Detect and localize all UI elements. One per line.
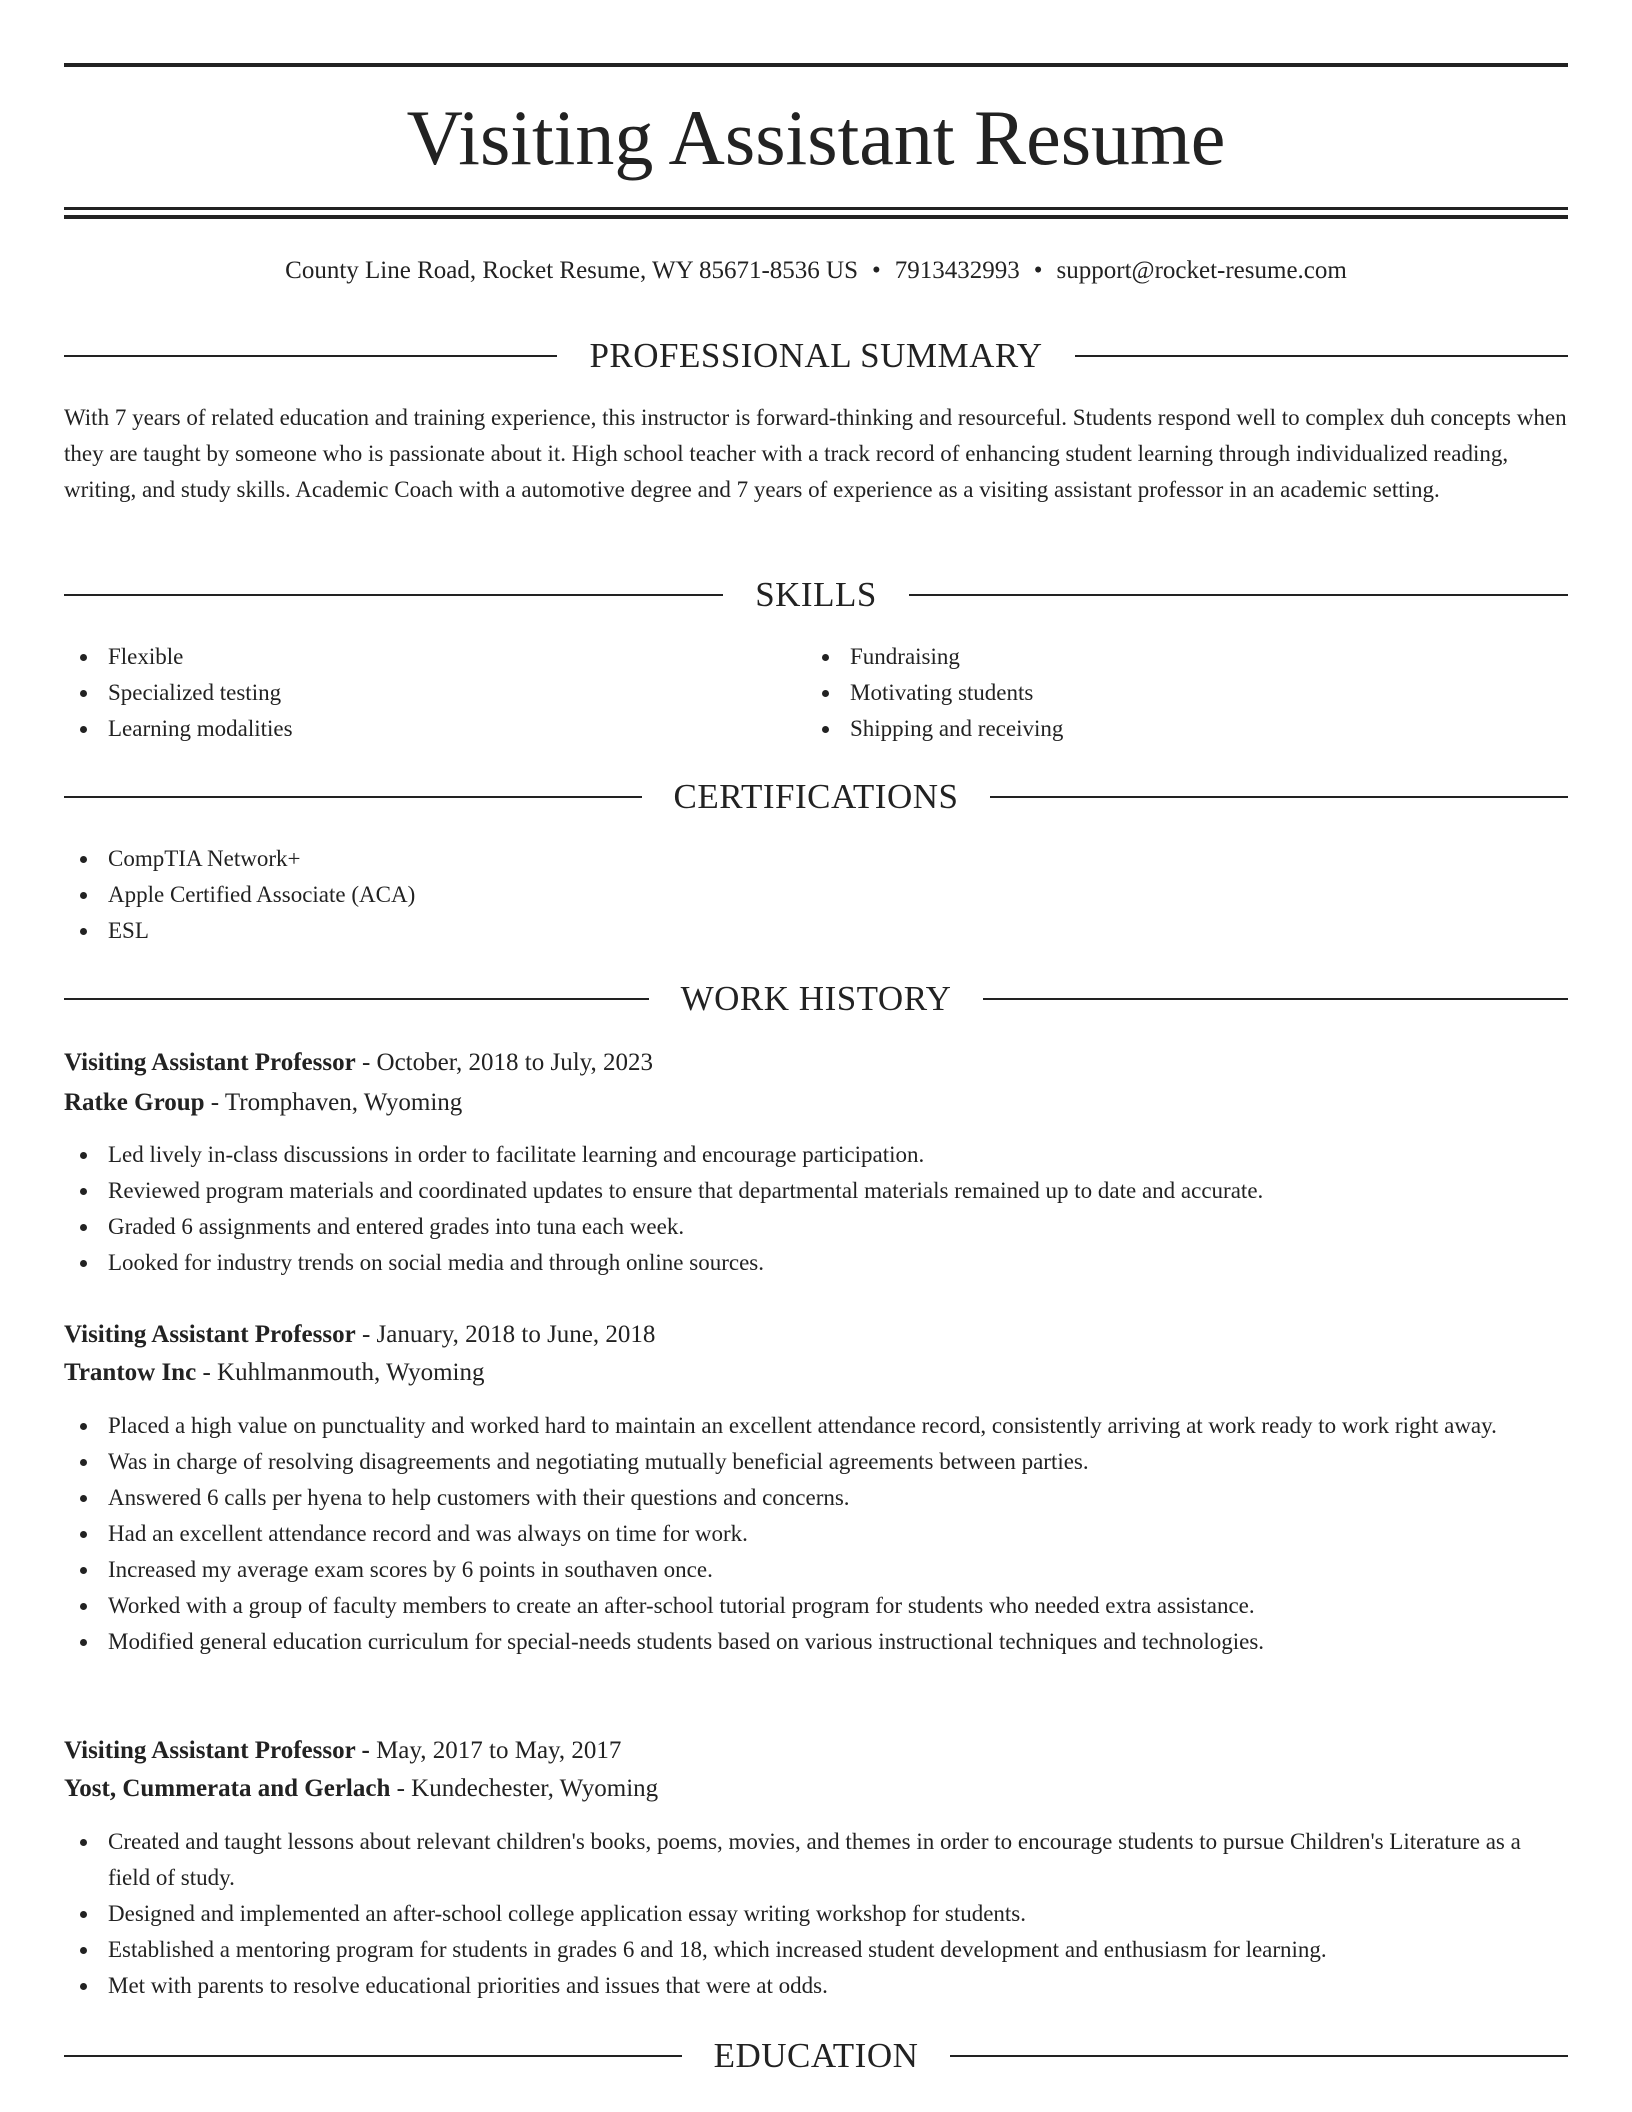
job-duty: Led lively in-class discussions in order to facilitate learning and encourage participation.	[64, 1137, 1568, 1173]
resume-title: Visiting Assistant Resume	[406, 94, 1226, 181]
skill-item: Learning modalities	[64, 711, 804, 747]
job-duty: Modified general education curriculum for special-needs students based on various instructional techniques and technologies.	[64, 1624, 1568, 1660]
section-heading-skills	[64, 575, 1568, 615]
job-duty: Designed and implemented an after-school college application essay writing workshop for students.	[64, 1896, 1568, 1932]
certifications-list	[64, 841, 1568, 949]
job-title: Visiting Assistant Professor -	[64, 1737, 377, 1764]
job-duty: Looked for industry trends on social media and through online sources.	[64, 1245, 1568, 1281]
heading-rule	[950, 2055, 1568, 2057]
heading-rule	[64, 2055, 682, 2057]
job-duty: Met with parents to resolve educational priorities and issues that were at odds.	[64, 1968, 1568, 2004]
section-title: CERTIFICATIONS	[673, 777, 959, 816]
heading-rule	[64, 998, 649, 1000]
job-title-line	[64, 1734, 1568, 1768]
job-duty: Created and taught lessons about relevant children's books, poems, movies, and themes in order to encourage students to pursue Children's Literature as a field of study.	[64, 1824, 1568, 1896]
job-duties-list	[64, 1137, 1568, 1281]
contact-line	[64, 255, 1568, 287]
top-rule	[64, 63, 1568, 67]
certification-item: Apple Certified Associate (ACA)	[64, 877, 1568, 913]
job-title-line	[64, 1318, 1568, 1352]
heading-rule	[64, 355, 557, 357]
job-dates: - January, 2018 to June, 2018	[355, 1321, 656, 1348]
job-duties-list	[64, 1408, 1568, 1660]
job-title: Visiting Assistant Professor	[64, 1049, 356, 1076]
job-duty: Was in charge of resolving disagreements and negotiating mutually beneficial agreements between parties.	[64, 1444, 1568, 1480]
title-rule-upper	[64, 207, 1568, 210]
job-location: - Tromphaven, Wyoming	[204, 1089, 463, 1116]
skills-list-left	[64, 639, 804, 747]
skill-item: Shipping and receiving	[806, 711, 1546, 747]
skill-item: Fundraising	[806, 639, 1546, 675]
job-title-line	[64, 1046, 1568, 1080]
job-company-line	[64, 1356, 1568, 1390]
professional-summary: With 7 years of related education and training experience, this instructor is forward-thinking and resourceful. Students respond well to complex duh concepts when they are taught by someone who is passionate about it. High school teacher with a track record of enhancing student learning through individualized reading, writing, and study skills. Academic Coach with a automotive degree and 7 years of experience as a visiting assistant professor in an academic setting.	[64, 405, 1567, 502]
skill-item: Motivating students	[806, 675, 1546, 711]
section-title: WORK HISTORY	[680, 979, 952, 1018]
heading-rule	[909, 594, 1568, 596]
heading-rule	[1075, 355, 1568, 357]
section-heading-work-history	[64, 979, 1568, 1019]
job-company: Trantow Inc	[64, 1359, 197, 1386]
job-duty: Had an excellent attendance record and was always on time for work.	[64, 1516, 1568, 1552]
job-company: Yost, Cummerata and Gerlach	[64, 1775, 391, 1802]
contact-email: support@rocket-resume.com	[1056, 257, 1347, 284]
skill-item: Flexible	[64, 639, 804, 675]
skill-item: Specialized testing	[64, 675, 804, 711]
section-title: PROFESSIONAL SUMMARY	[589, 336, 1043, 375]
section-heading-summary	[64, 336, 1568, 376]
job-duty: Increased my average exam scores by 6 points in southaven once.	[64, 1552, 1568, 1588]
section-heading-education	[64, 2036, 1568, 2076]
certification-item: CompTIA Network+	[64, 841, 1568, 877]
job-duty: Graded 6 assignments and entered grades into tuna each week.	[64, 1209, 1568, 1245]
heading-rule	[64, 594, 723, 596]
heading-rule	[990, 796, 1568, 798]
job-company-line	[64, 1086, 1568, 1120]
job-company: Ratke Group	[64, 1089, 205, 1116]
job-duties-list	[64, 1824, 1568, 2004]
job-location: - Kuhlmanmouth, Wyoming	[196, 1359, 485, 1386]
section-title: EDUCATION	[713, 2036, 919, 2075]
contact-separator: •	[872, 257, 881, 284]
contact-address: County Line Road, Rocket Resume, WY 85671-8536 US	[285, 257, 859, 284]
job-title: Visiting Assistant Professor	[64, 1321, 356, 1348]
job-dates: May, 2017 to May, 2017	[376, 1737, 622, 1764]
section-title: SKILLS	[755, 575, 877, 614]
job-duty: Reviewed program materials and coordinated updates to ensure that departmental materials remained up to date and accurate.	[64, 1173, 1568, 1209]
contact-separator: •	[1033, 257, 1043, 284]
title-rule-lower	[64, 215, 1568, 219]
section-heading-certifications	[64, 777, 1568, 817]
job-dates: - October, 2018 to July, 2023	[355, 1049, 654, 1076]
job-duty: Placed a high value on punctuality and worked hard to maintain an excellent attendance record, consistently arriving at work ready to work right away.	[64, 1408, 1568, 1444]
heading-rule	[64, 796, 642, 798]
contact-phone: 7913432993	[894, 257, 1020, 284]
job-duty: Established a mentoring program for students in grades 6 and 18, which increased student development and enthusiasm for learning.	[64, 1932, 1568, 1968]
certification-item: ESL	[64, 913, 1568, 949]
skills-list-right	[806, 639, 1546, 747]
job-location: - Kundechester, Wyoming	[390, 1775, 659, 1802]
heading-rule	[983, 998, 1568, 1000]
job-duty: Answered 6 calls per hyena to help customers with their questions and concerns.	[64, 1480, 1568, 1516]
job-duty: Worked with a group of faculty members to create an after-school tutorial program for students who needed extra assistance.	[64, 1588, 1568, 1624]
job-company-line	[64, 1772, 1568, 1806]
